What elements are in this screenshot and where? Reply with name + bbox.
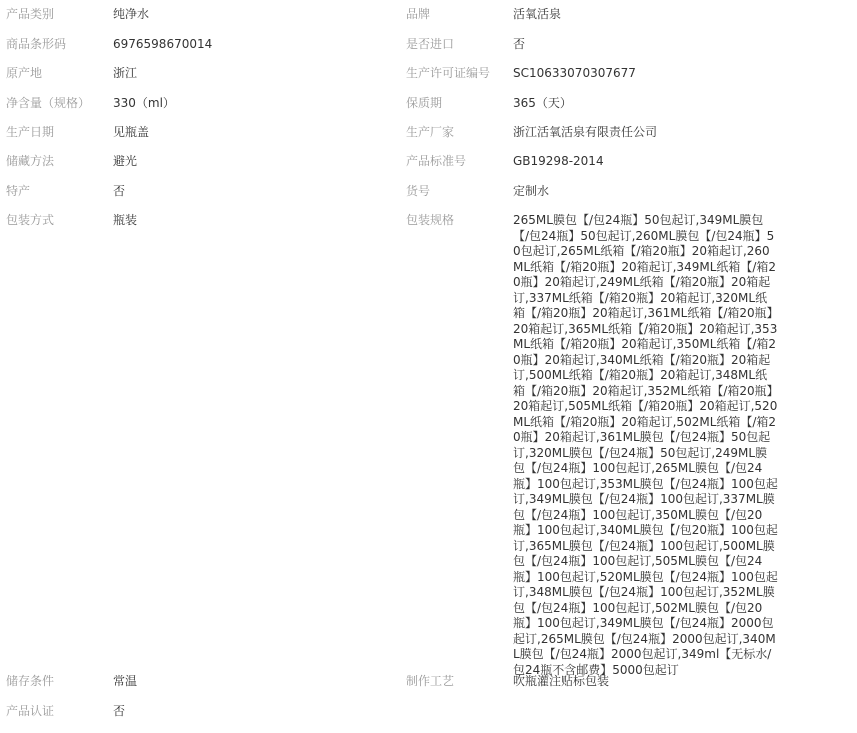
attribute-value: 否 <box>513 37 526 51</box>
attribute-value: 330（ml） <box>113 96 175 110</box>
attribute-label: 制作工艺 <box>406 674 455 688</box>
attribute-value: 365（天） <box>513 96 572 110</box>
attribute-value: 见瓶盖 <box>113 125 150 139</box>
attribute-label: 原产地 <box>6 66 43 80</box>
attribute-value: 定制水 <box>513 184 550 198</box>
attribute-value: 瓶装 <box>113 213 138 227</box>
attribute-value: 浙江 <box>113 66 138 80</box>
attribute-label: 储藏方法 <box>6 154 55 168</box>
attribute-label: 净含量（规格） <box>6 96 91 110</box>
attribute-value: 6976598670014 <box>113 37 213 51</box>
packaging-spec-value: 265ML膜包【/包24瓶】50包起订,349ML膜包【/包24瓶】50包起订,260ML膜包【/包24瓶】50包起订,265ML纸箱【/箱20瓶】20箱起订,260ML纸箱【/箱20瓶】20箱起订,349ML纸箱【/箱20瓶】20箱起订,249ML纸箱【/箱20瓶】20箱起订,337ML纸箱【/箱20瓶】20箱起订,320ML纸箱【/箱20瓶】20箱起订,361ML纸箱【/箱20瓶】20箱起订,365ML纸箱【/箱20瓶】20箱起订,353ML纸箱【/箱20瓶】20箱起订,350ML纸箱【/箱20瓶】20箱起订,340ML纸箱【/箱20瓶】20箱起订,500ML纸箱【/箱20瓶】20箱起订,348ML纸箱【/箱20瓶】20箱起订,352ML纸箱【/箱20瓶】20箱起订,505ML纸箱【/箱20瓶】20箱起订,520ML纸箱【/箱20瓶】20箱起订,502ML纸箱【/箱20瓶】20箱起订,361ML膜包【/包24瓶】50包起订,320ML膜包【/包24瓶】50包起订,249ML膜包【/包24瓶】100包起订,265ML膜包【/包24瓶】100包起订,353ML膜包【/包24瓶】100包起订,349ML膜包【/包24瓶】100包起订,337ML膜包【/包24瓶】100包起订,350ML膜包【/包20瓶】100包起订,340ML膜包【/包20瓶】100包起订,365ML膜包【/包24瓶】100包起订,500ML膜包【/包24瓶】100包起订,505ML膜包【/包24瓶】100包起订,520ML膜包【/包24瓶】100包起订,348ML膜包【/包24瓶】100包起订,352ML膜包【/包24瓶】100包起订,502ML膜包【/包20瓶】100包起订,349ML膜包【/包24瓶】2000包起订,265ML膜包【/包24瓶】2000包起订,340ML膜包【/包24瓶】2000包起订,349ml【无标水/包24瓶不含邮费】5000包起订 <box>513 213 779 677</box>
attribute-value: SC10633070307677 <box>513 66 636 80</box>
attribute-value: 常温 <box>113 674 138 688</box>
attribute-label: 是否进口 <box>406 37 455 51</box>
attribute-label: 储存条件 <box>6 674 55 688</box>
attribute-value: 活氧活泉 <box>513 7 562 21</box>
attribute-value: 避光 <box>113 154 138 168</box>
attribute-value: 否 <box>113 184 126 198</box>
attribute-label: 保质期 <box>406 96 443 110</box>
attribute-label: 产品类别 <box>6 7 55 21</box>
attribute-label: 生产许可证编号 <box>406 66 491 80</box>
attribute-label: 产品认证 <box>6 704 55 718</box>
attribute-value: 浙江活氧活泉有限责任公司 <box>513 125 658 139</box>
attribute-label: 特产 <box>6 184 31 198</box>
attribute-label: 品牌 <box>406 7 431 21</box>
attribute-value: GB19298-2014 <box>513 154 604 168</box>
attribute-value: 否 <box>113 704 126 718</box>
attribute-label: 生产厂家 <box>406 125 455 139</box>
attribute-label: 包装方式 <box>6 213 55 227</box>
attribute-label: 货号 <box>406 184 431 198</box>
attribute-label: 商品条形码 <box>6 37 67 51</box>
attribute-value: 纯净水 <box>113 7 150 21</box>
attribute-label: 生产日期 <box>6 125 55 139</box>
attribute-label: 产品标准号 <box>406 154 467 168</box>
attribute-label: 包装规格 <box>406 213 455 227</box>
attribute-value: 吹瓶灌注贴标包装 <box>513 674 610 688</box>
